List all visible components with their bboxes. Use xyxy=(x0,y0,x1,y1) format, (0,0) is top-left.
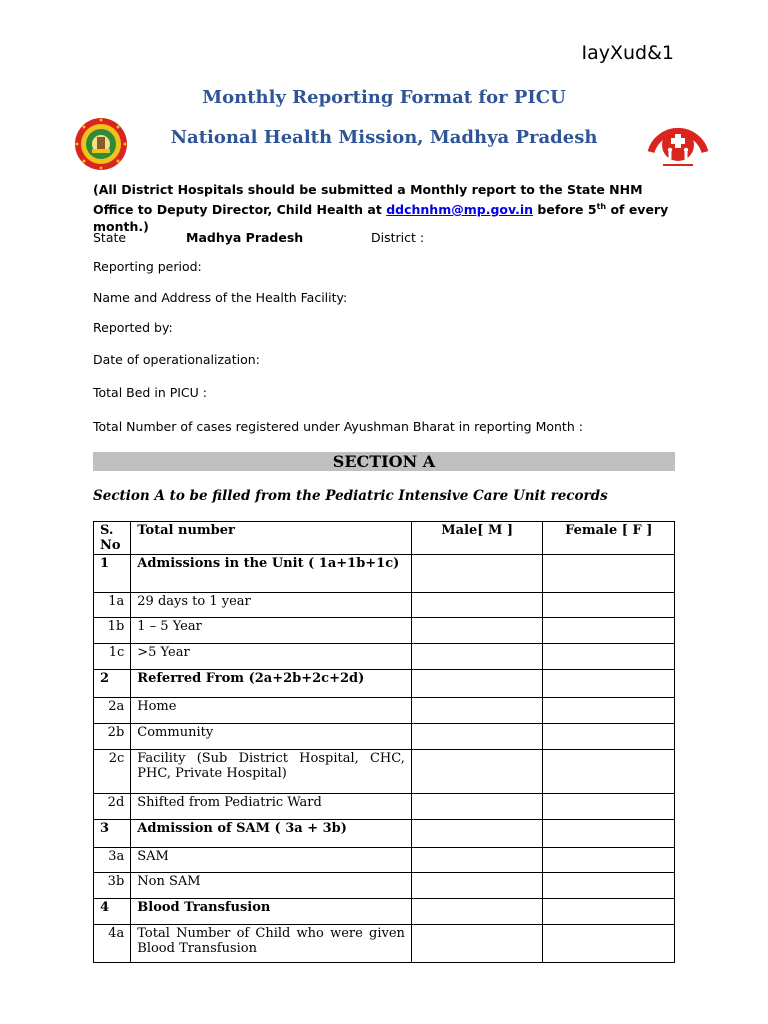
male-value-cell[interactable] xyxy=(411,724,543,750)
male-value-cell[interactable] xyxy=(411,555,543,593)
table-row xyxy=(94,873,675,899)
page-title: Monthly Reporting Format for PICU xyxy=(202,87,566,108)
row-number: 2c xyxy=(94,750,131,794)
male-value-cell[interactable] xyxy=(411,873,543,899)
row-number: 1a xyxy=(94,593,131,618)
district-label: District : xyxy=(371,230,425,245)
female-value-cell[interactable] xyxy=(543,794,675,820)
submission-instructions: (All District Hospitals should be submitted a Monthly report to the State NHM Office to Deputy Director, Child Health at ddchnhm@mp.gov.in before 5th of every month.) xyxy=(93,182,669,235)
table-header-row xyxy=(94,522,675,555)
table-row xyxy=(94,670,675,698)
table-row xyxy=(94,899,675,925)
sno-header: S. No xyxy=(94,522,131,555)
female-value-cell[interactable] xyxy=(543,593,675,618)
male-value-cell[interactable] xyxy=(411,593,543,618)
row-number: 3 xyxy=(94,820,131,848)
row-number: 2a xyxy=(94,698,131,724)
row-number: 4a xyxy=(94,925,131,963)
row-number: 4 xyxy=(94,899,131,925)
row-number: 2 xyxy=(94,670,131,698)
total-bed-label: Total Bed in PICU : xyxy=(93,385,207,400)
section-a-heading: SECTION A xyxy=(93,452,675,471)
female-value-cell[interactable] xyxy=(543,899,675,925)
female-value-cell[interactable] xyxy=(543,724,675,750)
document-code: IayXud&1 xyxy=(581,42,674,64)
page-subtitle: National Health Mission, Madhya Pradesh xyxy=(170,127,598,148)
row-label: 1 – 5 Year xyxy=(131,618,412,644)
female-value-cell[interactable] xyxy=(543,698,675,724)
row-label: Home xyxy=(131,698,412,724)
total-number-header: Total number xyxy=(131,522,412,555)
row-label: 29 days to 1 year xyxy=(131,593,412,618)
date-operationalization-label: Date of operationalization: xyxy=(93,352,260,367)
female-value-cell[interactable] xyxy=(543,555,675,593)
female-value-cell[interactable] xyxy=(543,618,675,644)
row-label: Referred From (2a+2b+2c+2d) xyxy=(131,670,412,698)
picu-report-table xyxy=(93,521,675,963)
row-number: 2b xyxy=(94,724,131,750)
male-value-cell[interactable] xyxy=(411,618,543,644)
row-number: 1 xyxy=(94,555,131,593)
row-label: Community xyxy=(131,724,412,750)
table-row xyxy=(94,925,675,963)
female-value-cell[interactable] xyxy=(543,644,675,670)
male-header: Male[ M ] xyxy=(411,522,543,555)
female-value-cell[interactable] xyxy=(543,873,675,899)
male-value-cell[interactable] xyxy=(411,848,543,873)
state-label: State xyxy=(93,230,127,245)
national-health-mission-icon xyxy=(643,112,713,170)
male-value-cell[interactable] xyxy=(411,899,543,925)
row-label: Admissions in the Unit ( 1a+1b+1c) xyxy=(131,555,412,593)
facility-label: Name and Address of the Health Facility: xyxy=(93,290,348,305)
row-label: Total Number of Child who were given Blood Transfusion xyxy=(131,925,412,963)
table-body xyxy=(94,555,675,963)
table-row xyxy=(94,848,675,873)
table-row xyxy=(94,724,675,750)
row-label: >5 Year xyxy=(131,644,412,670)
table-row xyxy=(94,644,675,670)
row-number: 3a xyxy=(94,848,131,873)
male-value-cell[interactable] xyxy=(411,750,543,794)
row-label: Facility (Sub District Hospital, CHC, PHC, Private Hospital) xyxy=(131,750,412,794)
female-value-cell[interactable] xyxy=(543,848,675,873)
reporting-period-label: Reporting period: xyxy=(93,259,202,274)
table-row xyxy=(94,820,675,848)
female-value-cell[interactable] xyxy=(543,820,675,848)
row-label: Admission of SAM ( 3a + 3b) xyxy=(131,820,412,848)
table-row xyxy=(94,555,675,593)
row-number: 2d xyxy=(94,794,131,820)
ayushman-cases-label: Total Number of cases registered under Ayushman Bharat in reporting Month : xyxy=(93,419,583,434)
state-value: Madhya Pradesh xyxy=(186,230,304,245)
female-value-cell[interactable] xyxy=(543,670,675,698)
row-label: Blood Transfusion xyxy=(131,899,412,925)
row-label: Non SAM xyxy=(131,873,412,899)
section-a-note: Section A to be filled from the Pediatric Intensive Care Unit records xyxy=(93,488,608,504)
email-link[interactable]: ddchnhm@mp.gov.in xyxy=(386,202,534,218)
male-value-cell[interactable] xyxy=(411,670,543,698)
table-row xyxy=(94,750,675,794)
female-value-cell[interactable] xyxy=(543,925,675,963)
male-value-cell[interactable] xyxy=(411,794,543,820)
female-value-cell[interactable] xyxy=(543,750,675,794)
female-header: Female [ F ] xyxy=(543,522,675,555)
table-row xyxy=(94,618,675,644)
male-value-cell[interactable] xyxy=(411,698,543,724)
table-row xyxy=(94,593,675,618)
row-label: SAM xyxy=(131,848,412,873)
row-number: 3b xyxy=(94,873,131,899)
row-label: Shifted from Pediatric Ward xyxy=(131,794,412,820)
reported-by-label: Reported by: xyxy=(93,320,173,335)
male-value-cell[interactable] xyxy=(411,820,543,848)
table-row xyxy=(94,794,675,820)
row-number: 1b xyxy=(94,618,131,644)
male-value-cell[interactable] xyxy=(411,644,543,670)
row-number: 1c xyxy=(94,644,131,670)
male-value-cell[interactable] xyxy=(411,925,543,963)
table-row xyxy=(94,698,675,724)
